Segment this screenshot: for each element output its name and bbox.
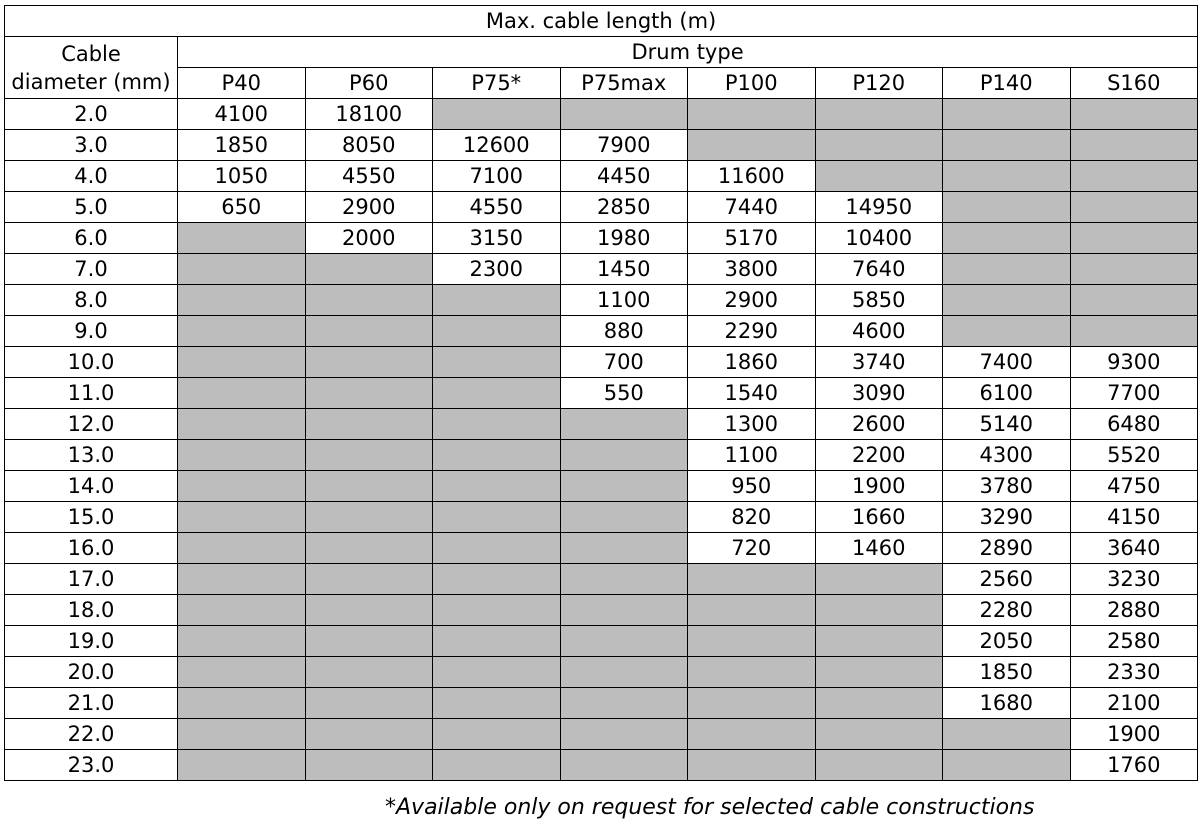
table-row xyxy=(5,316,1198,347)
table-title: Max. cable length (m) xyxy=(5,6,1198,37)
diameter-cell: 23.0 xyxy=(5,750,178,781)
table-row xyxy=(5,471,1198,502)
unavailable-cell xyxy=(433,719,561,750)
unavailable-cell xyxy=(943,316,1071,347)
length-cell: 3780 xyxy=(943,471,1071,502)
table-body xyxy=(5,99,1198,781)
table-row xyxy=(5,161,1198,192)
diameter-cell: 10.0 xyxy=(5,347,178,378)
length-cell: 7640 xyxy=(815,254,943,285)
table-row xyxy=(5,502,1198,533)
diameter-cell: 21.0 xyxy=(5,688,178,719)
unavailable-cell xyxy=(943,254,1071,285)
length-cell: 3800 xyxy=(688,254,816,285)
length-cell: 2100 xyxy=(1070,688,1198,719)
unavailable-cell xyxy=(815,626,943,657)
unavailable-cell xyxy=(560,99,688,130)
length-cell: 14950 xyxy=(815,192,943,223)
unavailable-cell xyxy=(178,440,306,471)
length-cell: 12600 xyxy=(433,130,561,161)
length-cell: 7700 xyxy=(1070,378,1198,409)
column-header: P120 xyxy=(815,68,943,99)
length-cell: 5850 xyxy=(815,285,943,316)
length-cell: 1980 xyxy=(560,223,688,254)
length-cell: 4550 xyxy=(305,161,433,192)
diameter-cell: 11.0 xyxy=(5,378,178,409)
length-cell: 1850 xyxy=(178,130,306,161)
unavailable-cell xyxy=(305,657,433,688)
unavailable-cell xyxy=(178,533,306,564)
unavailable-cell xyxy=(815,688,943,719)
unavailable-cell xyxy=(943,285,1071,316)
length-cell: 2000 xyxy=(305,223,433,254)
diameter-cell: 4.0 xyxy=(5,161,178,192)
length-cell: 650 xyxy=(178,192,306,223)
unavailable-cell xyxy=(433,564,561,595)
unavailable-cell xyxy=(815,99,943,130)
diameter-cell: 20.0 xyxy=(5,657,178,688)
length-cell: 700 xyxy=(560,347,688,378)
length-cell: 7100 xyxy=(433,161,561,192)
length-cell: 11600 xyxy=(688,161,816,192)
length-cell: 7400 xyxy=(943,347,1071,378)
length-cell: 1460 xyxy=(815,533,943,564)
unavailable-cell xyxy=(815,750,943,781)
unavailable-cell xyxy=(688,688,816,719)
diameter-cell: 6.0 xyxy=(5,223,178,254)
unavailable-cell xyxy=(1070,316,1198,347)
length-cell: 4450 xyxy=(560,161,688,192)
length-cell: 2900 xyxy=(688,285,816,316)
table-row xyxy=(5,409,1198,440)
unavailable-cell xyxy=(305,316,433,347)
unavailable-cell xyxy=(688,564,816,595)
length-cell: 5140 xyxy=(943,409,1071,440)
unavailable-cell xyxy=(178,502,306,533)
length-cell: 1100 xyxy=(688,440,816,471)
unavailable-cell xyxy=(1070,192,1198,223)
diameter-cell: 17.0 xyxy=(5,564,178,595)
unavailable-cell xyxy=(178,285,306,316)
unavailable-cell xyxy=(560,440,688,471)
length-cell: 720 xyxy=(688,533,816,564)
table-row xyxy=(5,719,1198,750)
diameter-cell: 7.0 xyxy=(5,254,178,285)
length-cell: 10400 xyxy=(815,223,943,254)
column-header: P75* xyxy=(433,68,561,99)
unavailable-cell xyxy=(815,564,943,595)
length-cell: 1900 xyxy=(815,471,943,502)
table-row xyxy=(5,378,1198,409)
unavailable-cell xyxy=(178,378,306,409)
length-cell: 4300 xyxy=(943,440,1071,471)
table-row xyxy=(5,130,1198,161)
unavailable-cell xyxy=(943,223,1071,254)
unavailable-cell xyxy=(688,657,816,688)
unavailable-cell xyxy=(433,99,561,130)
unavailable-cell xyxy=(433,471,561,502)
diameter-cell: 22.0 xyxy=(5,719,178,750)
unavailable-cell xyxy=(305,719,433,750)
length-cell: 1050 xyxy=(178,161,306,192)
unavailable-cell xyxy=(305,564,433,595)
length-cell: 1760 xyxy=(1070,750,1198,781)
unavailable-cell xyxy=(433,750,561,781)
length-cell: 2560 xyxy=(943,564,1071,595)
diameter-cell: 16.0 xyxy=(5,533,178,564)
unavailable-cell xyxy=(560,502,688,533)
unavailable-cell xyxy=(560,719,688,750)
unavailable-cell xyxy=(1070,130,1198,161)
length-cell: 2200 xyxy=(815,440,943,471)
length-cell: 1680 xyxy=(943,688,1071,719)
length-cell: 3740 xyxy=(815,347,943,378)
length-cell: 6100 xyxy=(943,378,1071,409)
length-cell: 5520 xyxy=(1070,440,1198,471)
length-cell: 1300 xyxy=(688,409,816,440)
table-row xyxy=(5,254,1198,285)
unavailable-cell xyxy=(560,657,688,688)
unavailable-cell xyxy=(943,99,1071,130)
table-row xyxy=(5,440,1198,471)
cable-header-line1: Cable xyxy=(61,41,121,66)
unavailable-cell xyxy=(433,502,561,533)
unavailable-cell xyxy=(1070,223,1198,254)
table-row xyxy=(5,688,1198,719)
unavailable-cell xyxy=(560,688,688,719)
unavailable-cell xyxy=(560,626,688,657)
table-row xyxy=(5,626,1198,657)
unavailable-cell xyxy=(178,657,306,688)
length-cell: 2280 xyxy=(943,595,1071,626)
unavailable-cell xyxy=(178,254,306,285)
length-cell: 4550 xyxy=(433,192,561,223)
table-row xyxy=(5,564,1198,595)
length-cell: 2330 xyxy=(1070,657,1198,688)
unavailable-cell xyxy=(560,409,688,440)
length-cell: 2580 xyxy=(1070,626,1198,657)
unavailable-cell xyxy=(688,130,816,161)
unavailable-cell xyxy=(560,533,688,564)
table-row xyxy=(5,223,1198,254)
table-row xyxy=(5,192,1198,223)
length-cell: 4100 xyxy=(178,99,306,130)
unavailable-cell xyxy=(305,471,433,502)
unavailable-cell xyxy=(178,750,306,781)
table-row xyxy=(5,595,1198,626)
table-row xyxy=(5,99,1198,130)
diameter-cell: 15.0 xyxy=(5,502,178,533)
unavailable-cell xyxy=(433,347,561,378)
unavailable-cell xyxy=(305,409,433,440)
unavailable-cell xyxy=(815,595,943,626)
unavailable-cell xyxy=(943,750,1071,781)
length-cell: 880 xyxy=(560,316,688,347)
unavailable-cell xyxy=(433,688,561,719)
diameter-cell: 2.0 xyxy=(5,99,178,130)
unavailable-cell xyxy=(688,595,816,626)
length-cell: 3230 xyxy=(1070,564,1198,595)
length-cell: 6480 xyxy=(1070,409,1198,440)
table-row xyxy=(5,533,1198,564)
diameter-cell: 9.0 xyxy=(5,316,178,347)
length-cell: 1860 xyxy=(688,347,816,378)
length-cell: 1900 xyxy=(1070,719,1198,750)
length-cell: 1660 xyxy=(815,502,943,533)
table-row xyxy=(5,657,1198,688)
cable-length-table xyxy=(4,5,1198,781)
table-row xyxy=(5,285,1198,316)
unavailable-cell xyxy=(560,750,688,781)
cable-header-line2: diameter (mm) xyxy=(11,69,171,94)
unavailable-cell xyxy=(943,130,1071,161)
unavailable-cell xyxy=(178,223,306,254)
length-cell: 2890 xyxy=(943,533,1071,564)
length-cell: 3090 xyxy=(815,378,943,409)
unavailable-cell xyxy=(178,719,306,750)
unavailable-cell xyxy=(815,161,943,192)
length-cell: 9300 xyxy=(1070,347,1198,378)
length-cell: 8050 xyxy=(305,130,433,161)
unavailable-cell xyxy=(433,657,561,688)
unavailable-cell xyxy=(943,192,1071,223)
unavailable-cell xyxy=(433,626,561,657)
column-header: P100 xyxy=(688,68,816,99)
unavailable-cell xyxy=(178,409,306,440)
length-cell: 7900 xyxy=(560,130,688,161)
unavailable-cell xyxy=(305,440,433,471)
unavailable-cell xyxy=(560,471,688,502)
column-header: P140 xyxy=(943,68,1071,99)
length-cell: 4150 xyxy=(1070,502,1198,533)
unavailable-cell xyxy=(688,719,816,750)
unavailable-cell xyxy=(943,161,1071,192)
unavailable-cell xyxy=(1070,99,1198,130)
column-header: P60 xyxy=(305,68,433,99)
unavailable-cell xyxy=(178,316,306,347)
diameter-cell: 5.0 xyxy=(5,192,178,223)
length-cell: 18100 xyxy=(305,99,433,130)
unavailable-cell xyxy=(433,316,561,347)
table-row xyxy=(5,750,1198,781)
length-cell: 1540 xyxy=(688,378,816,409)
length-cell: 3150 xyxy=(433,223,561,254)
unavailable-cell xyxy=(305,254,433,285)
unavailable-cell xyxy=(433,409,561,440)
unavailable-cell xyxy=(943,719,1071,750)
footnote: *Available only on request for selected cable constructions xyxy=(385,795,1035,820)
column-header: P40 xyxy=(178,68,306,99)
diameter-cell: 13.0 xyxy=(5,440,178,471)
unavailable-cell xyxy=(305,750,433,781)
unavailable-cell xyxy=(688,626,816,657)
unavailable-cell xyxy=(305,688,433,719)
unavailable-cell xyxy=(305,626,433,657)
length-cell: 3640 xyxy=(1070,533,1198,564)
unavailable-cell xyxy=(1070,254,1198,285)
length-cell: 550 xyxy=(560,378,688,409)
drum-columns-row xyxy=(5,68,1198,99)
length-cell: 4750 xyxy=(1070,471,1198,502)
length-cell: 1850 xyxy=(943,657,1071,688)
length-cell: 1100 xyxy=(560,285,688,316)
column-header: S160 xyxy=(1070,68,1198,99)
unavailable-cell xyxy=(305,378,433,409)
length-cell: 950 xyxy=(688,471,816,502)
unavailable-cell xyxy=(815,657,943,688)
length-cell: 2880 xyxy=(1070,595,1198,626)
title-row xyxy=(5,6,1198,37)
length-cell: 2050 xyxy=(943,626,1071,657)
unavailable-cell xyxy=(305,285,433,316)
column-header: P75max xyxy=(560,68,688,99)
diameter-cell: 12.0 xyxy=(5,409,178,440)
unavailable-cell xyxy=(178,688,306,719)
diameter-cell: 8.0 xyxy=(5,285,178,316)
unavailable-cell xyxy=(815,719,943,750)
length-cell: 2300 xyxy=(433,254,561,285)
unavailable-cell xyxy=(1070,161,1198,192)
length-cell: 5170 xyxy=(688,223,816,254)
length-cell: 820 xyxy=(688,502,816,533)
cable-diameter-header xyxy=(5,37,178,99)
unavailable-cell xyxy=(178,564,306,595)
diameter-cell: 14.0 xyxy=(5,471,178,502)
length-cell: 3290 xyxy=(943,502,1071,533)
unavailable-cell xyxy=(178,347,306,378)
unavailable-cell xyxy=(560,595,688,626)
table-row xyxy=(5,347,1198,378)
diameter-cell: 19.0 xyxy=(5,626,178,657)
unavailable-cell xyxy=(178,471,306,502)
diameter-cell: 3.0 xyxy=(5,130,178,161)
unavailable-cell xyxy=(305,595,433,626)
unavailable-cell xyxy=(433,440,561,471)
unavailable-cell xyxy=(433,285,561,316)
unavailable-cell xyxy=(560,564,688,595)
unavailable-cell xyxy=(433,533,561,564)
unavailable-cell xyxy=(178,595,306,626)
unavailable-cell xyxy=(688,99,816,130)
drum-type-header: Drum type xyxy=(178,37,1198,68)
length-cell: 2600 xyxy=(815,409,943,440)
unavailable-cell xyxy=(305,502,433,533)
length-cell: 1450 xyxy=(560,254,688,285)
length-cell: 4600 xyxy=(815,316,943,347)
length-cell: 7440 xyxy=(688,192,816,223)
unavailable-cell xyxy=(688,750,816,781)
length-cell: 2290 xyxy=(688,316,816,347)
unavailable-cell xyxy=(433,595,561,626)
length-cell: 2850 xyxy=(560,192,688,223)
drum-header-row xyxy=(5,37,1198,68)
unavailable-cell xyxy=(433,378,561,409)
unavailable-cell xyxy=(178,626,306,657)
unavailable-cell xyxy=(815,130,943,161)
length-cell: 2900 xyxy=(305,192,433,223)
unavailable-cell xyxy=(305,533,433,564)
unavailable-cell xyxy=(1070,285,1198,316)
diameter-cell: 18.0 xyxy=(5,595,178,626)
unavailable-cell xyxy=(305,347,433,378)
